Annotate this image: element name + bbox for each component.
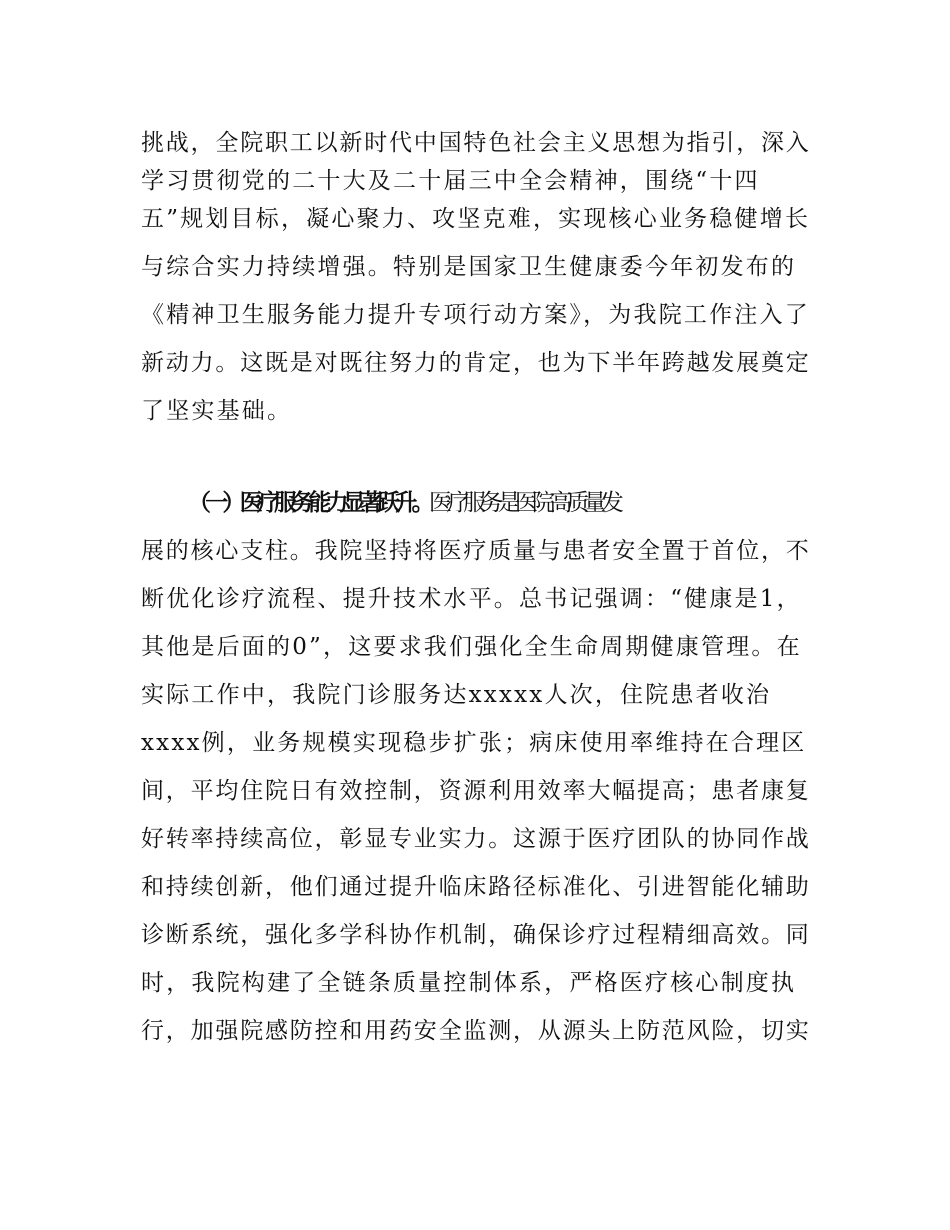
text-line: 五”规划目标，凝心聚力、攻坚克难，实现核心业务稳健增长 [141,206,811,232]
text-line: 了坚实基础。 [141,398,293,424]
text-line: 新动力。这既是对既往努力的肯定，也为下半年跨越发展奠定 [141,350,811,376]
text-line: 挑战，全院职工以新时代中国特色社会主义思想为指引，深入 [141,130,811,156]
text-line: 和持续创新，他们通过提升临床路径标准化、引进智能化辅助 [141,874,811,900]
text-line: 与综合实力持续增强。特别是国家卫生健康委今年初发布的 [141,254,797,280]
text-line: xxxx例，业务规模实现稳步扩张；病床使用率维持在合理区 [141,730,807,756]
heading-line-rest: 医疗服务是医院高质量发 [428,490,619,516]
text-line: 学习贯彻党的二十大及二十届三中全会精神，围绕“十四 [141,168,760,194]
text-line: 行，加强院感防控和用药安全监测，从源头上防范风险，切实 [141,1018,811,1044]
section-heading-line [188,483,860,523]
text-line: 间，平均住院日有效控制，资源利用效率大幅提高；患者康复 [141,778,811,804]
text-line: 诊断系统，强化多学科协作机制，确保诊疗过程精细高效。同 [141,922,811,948]
text-line: 《精神卫生服务能力提升专项行动方案》，为我院工作注入了 [141,302,810,328]
text-line: 其他是后面的0”，这要求我们强化全生命周期健康管理。在 [141,634,802,660]
text-line: 时，我院构建了全链条质量控制体系，严格医疗核心制度执 [141,970,797,996]
text-line: 断优化诊疗流程、提升技术水平。总书记强调：“健康是1， [141,586,802,612]
text-line: 好转率持续高位，彰显专业实力。这源于医疗团队的协同作战 [141,826,811,852]
text-line: 展的核心支柱。我院坚持将医疗质量与患者安全置于首位，不 [141,538,811,564]
text-line: 实际工作中，我院门诊服务达xxxxx人次，住院患者收治 [141,682,772,708]
section-heading: （一）医疗服务能力显著跃升。 [188,490,429,516]
